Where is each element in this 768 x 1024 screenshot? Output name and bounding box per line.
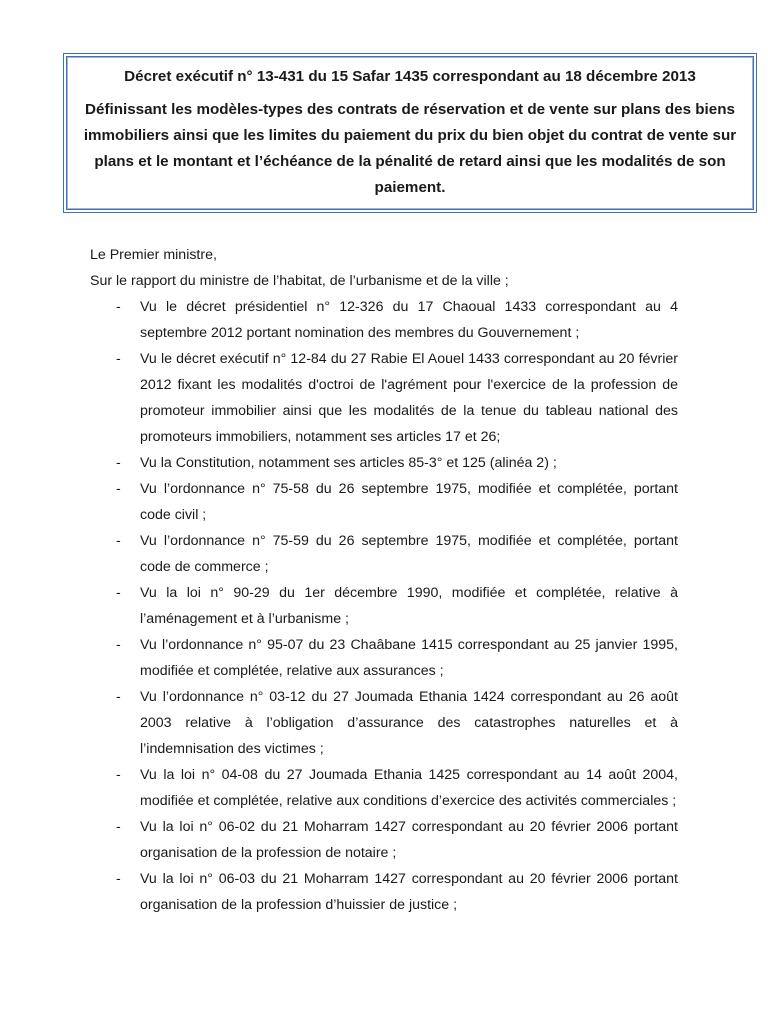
list-item	[90, 476, 678, 528]
list-item	[90, 632, 678, 684]
list-item	[90, 346, 678, 450]
bullet-dash: -	[116, 481, 121, 497]
list-item-text: Vu l’ordonnance n° 03-12 du 27 Joumada Ethania 1424 correspondant au 26 août 2003 relative à l’obligation d’assurance des catastrophes naturelles et à l’indemnisation des victimes ;	[140, 689, 678, 757]
intro-line: Le Premier ministre,	[90, 247, 217, 263]
decree-title-box	[63, 53, 757, 213]
bullet-dash: -	[116, 819, 121, 835]
list-item-text: Vu la loi n° 06-02 du 21 Moharram 1427 correspondant au 20 février 2006 portant organisation de la profession de notaire ;	[140, 819, 678, 861]
decree-body	[90, 242, 678, 918]
decree-subtitle: Définissant les modèles-types des contrats de réservation et de vente sur plans des biens immobiliers ainsi que les limites du paiement du prix du bien objet du contrat de vente sur plans et le montant et l’échéance de la pénalité de retard ainsi que les modalités de son paiement.	[83, 101, 737, 196]
list-item	[90, 294, 678, 346]
list-item-text: Vu l’ordonnance n° 75-59 du 26 septembre 1975, modifiée et complétée, portant code de commerce ;	[140, 533, 678, 575]
list-item	[90, 814, 678, 866]
bullet-dash: -	[116, 585, 121, 601]
list-item-text: Vu la loi n° 90-29 du 1er décembre 1990, modifiée et complétée, relative à l’aménagement et à l’urbanisme ;	[140, 585, 678, 627]
list-item-text: Vu le décret exécutif n° 12-84 du 27 Rabie El Aouel 1433 correspondant au 20 février 2012 fixant les modalités d'octroi de l'agrément pour l'exercice de la profession de promoteur immobilier ainsi que les modalités de la tenue du tableau national des promoteurs immobiliers, notamment ses articles 17 et 26;	[140, 351, 678, 445]
list-item	[90, 528, 678, 580]
list-item	[90, 580, 678, 632]
list-item-text: Vu la loi n° 04-08 du 27 Joumada Ethania 1425 correspondant au 14 août 2004, modifiée et complétée, relative aux conditions d’exercice des activités commerciales ;	[140, 767, 678, 809]
bullet-dash: -	[116, 689, 121, 705]
list-item-text: Vu la loi n° 06-03 du 21 Moharram 1427 correspondant au 20 février 2006 portant organisation de la profession d’huissier de justice ;	[140, 871, 678, 913]
list-item-text: Vu l’ordonnance n° 75-58 du 26 septembre 1975, modifiée et complétée, portant code civil ;	[140, 481, 678, 523]
list-item	[90, 866, 678, 918]
bullet-dash: -	[116, 351, 121, 367]
list-item	[90, 684, 678, 762]
bullet-dash: -	[116, 299, 121, 315]
bullet-dash: -	[116, 767, 121, 783]
list-item	[90, 450, 678, 476]
list-item-text: Vu l’ordonnance n° 95-07 du 23 Chaâbane 1415 correspondant au 25 janvier 1995, modifiée et complétée, relative aux assurances ;	[140, 637, 678, 679]
bullet-dash: -	[116, 533, 121, 549]
bullet-dash: -	[116, 871, 121, 887]
bullet-dash: -	[116, 455, 121, 471]
visa-list	[90, 294, 678, 918]
list-item-text: Vu la Constitution, notamment ses articles 85-3° et 125 (alinéa 2) ;	[140, 455, 557, 471]
list-item-text: Vu le décret présidentiel n° 12-326 du 17 Chaoual 1433 correspondant au 4 septembre 2012 portant nomination des membres du Gouvernement ;	[140, 299, 678, 341]
decree-title: Décret exécutif n° 13-431 du 15 Safar 1435 correspondant au 18 décembre 2013	[124, 68, 696, 85]
list-item	[90, 762, 678, 814]
bullet-dash: -	[116, 637, 121, 653]
report-line: Sur le rapport du ministre de l’habitat, de l’urbanisme et de la ville ;	[90, 273, 509, 289]
